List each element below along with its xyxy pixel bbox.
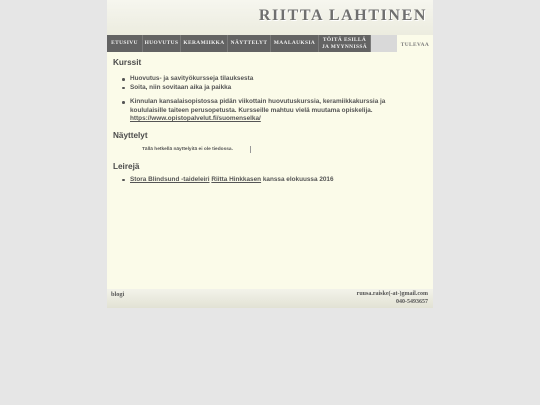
nav-item-toita-esilla-line1: TÖITÄ ESILLÄ [322,37,367,43]
contact-email: ruusa.raiske(-at-)gmail.com [356,291,428,297]
opistopalvelut-link[interactable]: https://www.opistopalvelut.fi/suomenselka/ [130,115,261,123]
list-item: Huovutus- ja savityökursseja tilauksesta [113,75,425,84]
notice-divider [250,146,251,153]
nav-item-etusivu[interactable]: ETUSIVU [107,35,143,52]
page-container [107,0,433,308]
nayttelyt-notice-box [113,140,425,156]
site-title: RIITTA LAHTINEN [258,7,427,24]
nav-item-toita-esilla[interactable] [319,35,371,52]
list-item [113,98,405,124]
leireja-suffix: kanssa elokuussa 2016 [261,175,334,183]
stora-blindsund-link[interactable]: Stora Blindsund -taideleiri [130,175,210,183]
kurssit-list [113,75,425,124]
section-heading-nayttelyt: Näyttelyt [113,130,148,140]
contact-info [357,291,428,306]
nayttelyt-notice: Tällä hetkellä näyttelyitä ei ole tiedossa. [142,146,233,152]
section-heading-leireja: Leirejä [113,161,140,171]
nav-spacer [371,35,397,52]
nav-item-maalauksia[interactable]: MAALAUKSIA [271,35,319,52]
leireja-list [113,176,425,185]
nav-item-keramiikka[interactable]: KERAMIIKKA [181,35,228,52]
list-item [113,176,425,185]
nav-item-toita-esilla-line2: JA MYYNNISSÄ [321,43,368,50]
list-item: Soita, niin sovitaan aika ja paikka [113,84,425,93]
site-header [107,0,433,35]
riitta-hinkkanen-link[interactable]: Riitta Hinkkasen [211,175,262,183]
nav-item-nayttelyt[interactable]: NÄYTTELYT [228,35,271,52]
list-item-text: Kinnulan kansalaisopistossa pidän viikottain huovutuskurssia, keramiikkakurssia ja koululaisille taiteen perusopetusta. Kursseille mahtuu vielä muutama opiskelija. [130,98,386,114]
site-footer [107,289,433,308]
contact-phone: 040-5493657 [396,298,428,305]
nav-item-tulevaa[interactable]: TULEVAA [397,35,433,52]
nav-item-huovutus[interactable]: HUOVUTUS [143,35,181,52]
section-heading-kurssit: Kurssit [113,58,142,67]
main-content [113,58,425,185]
blog-link[interactable]: blogi [111,291,125,298]
main-navigation [107,35,433,52]
